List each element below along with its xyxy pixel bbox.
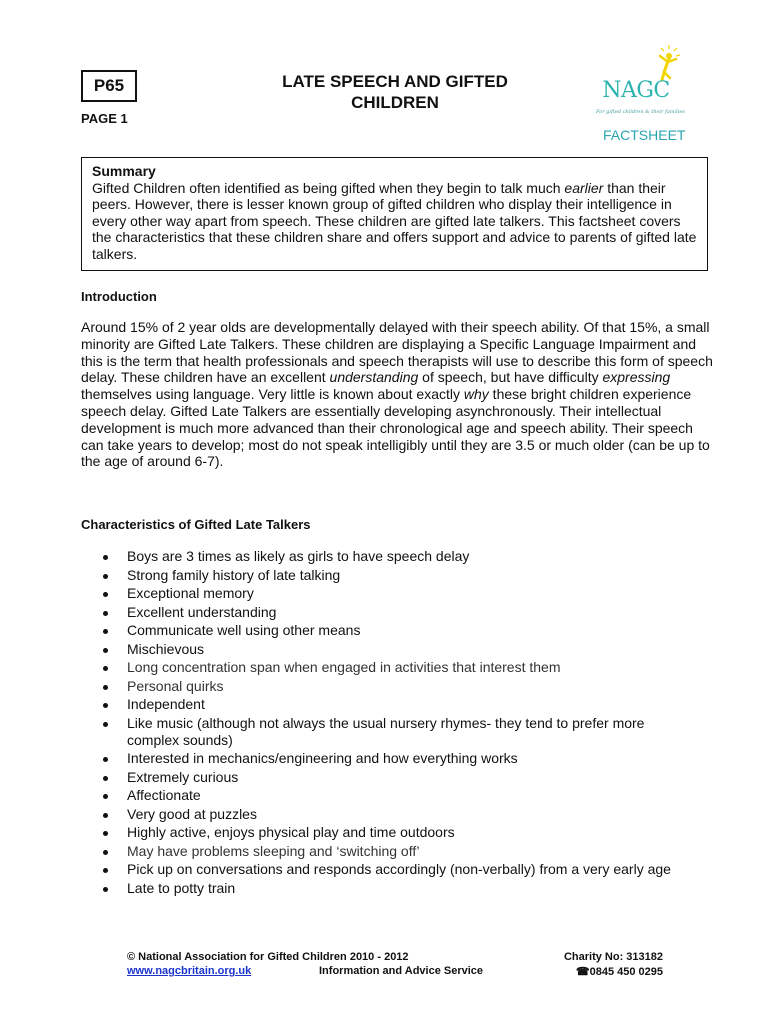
list-item xyxy=(100,880,700,897)
list-item xyxy=(100,567,700,584)
list-item-text: Late to potty train xyxy=(127,879,236,896)
page-title-line-2: CHILDREN xyxy=(351,93,439,112)
page-number: PAGE 1 xyxy=(81,111,128,126)
list-item-text: Boys are 3 times as likely as girls to have speech delay xyxy=(127,548,470,564)
factsheet-code: P65 xyxy=(93,76,125,95)
nagc-logo xyxy=(596,44,706,122)
introduction-heading: Introduction xyxy=(81,289,157,304)
list-item-text: Pick up on conversations and responds accordingly (non-verbally) from a very early age xyxy=(127,861,671,877)
factsheet-code-box xyxy=(81,70,137,102)
bullet-icon xyxy=(103,666,108,671)
logo-tagline: For gifted children & their families xyxy=(596,109,685,115)
list-item xyxy=(100,824,700,841)
bullet-icon xyxy=(103,794,108,799)
bullet-icon xyxy=(103,757,108,762)
bullet-icon xyxy=(103,574,108,579)
intro-text-2: of speech, but have difficulty xyxy=(418,369,603,386)
factsheet-label: FACTSHEET xyxy=(603,127,686,143)
bullet-icon xyxy=(103,592,108,597)
bullet-icon xyxy=(103,648,108,653)
intro-emphasis-3: why xyxy=(463,386,489,403)
bullet-icon xyxy=(103,703,108,708)
summary-box xyxy=(81,157,708,271)
list-item-text: Strong family history of late talking xyxy=(127,566,341,583)
list-item xyxy=(100,696,700,713)
page-title xyxy=(230,71,560,113)
intro-emphasis-2: expressing xyxy=(602,369,671,386)
bullet-icon xyxy=(103,685,108,690)
list-item xyxy=(100,678,700,695)
list-item-text: Long concentration span when engaged in activities that interest them xyxy=(127,659,561,675)
characteristics-heading: Characteristics of Gifted Late Talkers xyxy=(81,517,311,532)
logo-wordmark: NAGC xyxy=(602,78,670,103)
list-item-text: May have problems sleeping and ‘switching off’ xyxy=(127,842,420,859)
list-item xyxy=(100,604,700,621)
list-item-text: Exceptional memory xyxy=(127,585,254,601)
list-item-text: Extremely curious xyxy=(127,768,239,785)
footer-line-1 xyxy=(127,951,663,963)
introduction-paragraph xyxy=(81,319,713,470)
list-item xyxy=(100,750,700,767)
bullet-icon xyxy=(103,611,108,616)
bullet-icon xyxy=(103,629,108,634)
list-item xyxy=(100,715,700,749)
list-item-text: Independent xyxy=(127,696,205,712)
bullet-icon xyxy=(103,722,108,727)
intro-text-3: themselves using language. Very little is known about exactly xyxy=(81,386,464,403)
summary-text-part-1: Gifted Children often identified as being gifted when they begin to talk much xyxy=(92,179,565,196)
list-item-text: Interested in mechanics/engineering and how everything works xyxy=(127,750,518,766)
list-item xyxy=(100,659,700,676)
list-item xyxy=(100,769,700,786)
intro-emphasis-1: understanding xyxy=(329,369,419,386)
list-item xyxy=(100,641,700,658)
list-item-text: Personal quirks xyxy=(127,677,224,694)
bullet-icon xyxy=(103,850,108,855)
summary-text-part-2: than their peers. However, there is lesser known group of gifted children who display their intelligence in every other way apart from speech. These children are gifted late talkers. This factsheet covers the characteristics that these children share and offers support and advice to parents of gifted late talkers. xyxy=(92,179,697,262)
list-item-text: Highly active, enjoys physical play and time outdoors xyxy=(127,824,455,840)
list-item xyxy=(100,861,700,878)
bullet-icon xyxy=(103,831,108,836)
list-item-text: Affectionate xyxy=(127,787,201,803)
bullet-icon xyxy=(103,868,108,873)
list-item-text: Excellent understanding xyxy=(127,603,277,620)
footer-line-2 xyxy=(127,965,663,977)
list-item xyxy=(100,622,700,639)
page-title-line-1: LATE SPEECH AND GIFTED xyxy=(282,72,508,91)
bullet-icon xyxy=(103,813,108,818)
list-item xyxy=(100,806,700,823)
list-item-text: Like music (although not always the usual nursery rhymes- they tend to prefer more complex sounds) xyxy=(127,714,645,748)
summary-title: Summary xyxy=(92,163,156,179)
list-item xyxy=(100,787,700,804)
footer-phone: ☎0845 450 0295 xyxy=(575,966,663,978)
list-item-text: Very good at puzzles xyxy=(127,805,257,822)
list-item xyxy=(100,548,700,565)
footer-website-link[interactable]: www.nagcbritain.org.uk xyxy=(127,965,252,977)
list-item-text: Mischievous xyxy=(127,640,205,657)
summary-text xyxy=(92,180,697,263)
summary-emphasis: earlier xyxy=(564,179,604,196)
footer-copyright: © National Association for Gifted Children 2010 - 2012 xyxy=(127,951,409,963)
list-item xyxy=(100,843,700,860)
bullet-icon xyxy=(103,555,108,560)
intro-text-4: these bright children experience speech delay. Gifted Late Talkers are essentially developing asynchronously. Their intellectual development is much more advanced than their chronological age and speech ability. Their speech can take years to develop; most do not speak intelligibly until they are 3.5 or much older (can be up to the age of around 6-7). xyxy=(81,386,710,470)
bullet-icon xyxy=(103,776,108,781)
footer-charity-number: Charity No: 313182 xyxy=(563,951,663,963)
list-item xyxy=(100,585,700,602)
bullet-icon xyxy=(103,887,108,892)
characteristics-list xyxy=(100,548,700,898)
list-item-text: Communicate well using other means xyxy=(127,622,361,638)
intro-text-1: Around 15% of 2 year olds are developmentally delayed with their speech ability. Of that 15%, a small minority are Gifted Late Talkers. These children are displaying a Specific Language Impairment and this is the term that health professionals and speech therapists will use to describe this form of speech delay. These children have an excellent xyxy=(81,319,713,386)
footer-service: Information and Advice Service xyxy=(319,965,484,977)
